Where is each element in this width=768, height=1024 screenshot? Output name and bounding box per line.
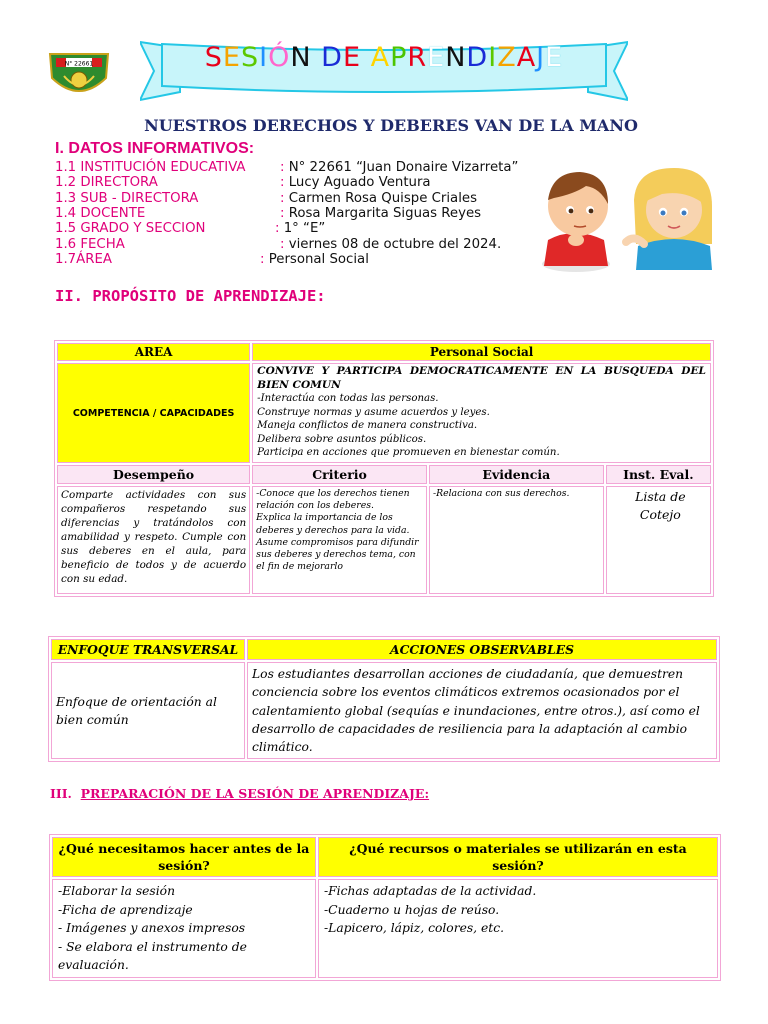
capacidad-item: Participa en acciones que promueven en bienestar común.: [257, 447, 560, 459]
info-label: 1.4 DOCENTE: [55, 205, 146, 221]
info-colon: :: [280, 236, 289, 252]
competencia-label: COMPETENCIA / CAPACIDADES: [57, 363, 250, 463]
criterio-list: [252, 486, 427, 594]
banner-letter: S: [240, 42, 260, 73]
info-colon: :: [275, 221, 284, 237]
prep-right-item: -Fichas adaptadas de la actividad.: [324, 884, 537, 898]
info-value: Rosa Margarita Siguas Reyes: [288, 205, 482, 221]
prep-left-item: - Se elabora el instrumento de evaluación.: [58, 939, 247, 973]
prep-header-left: ¿Qué necesitamos hacer antes de la sesión?: [52, 837, 316, 877]
banner-letter: N: [445, 42, 467, 73]
header-criterio: Criterio: [252, 465, 427, 484]
children-illustration: [534, 160, 724, 272]
prep-left-item: - Imágenes y anexos impresos: [58, 921, 246, 936]
capacidad-item: Delibera sobre asuntos públicos.: [257, 433, 427, 445]
info-value: Lucy Aguado Ventura: [288, 175, 431, 191]
header-desempeno: Desempeño: [57, 465, 250, 484]
info-row: [55, 252, 369, 267]
criterio-item: -Conoce que los derechos tienen relación con los deberes.: [256, 488, 410, 512]
banner-letter: Ó: [268, 42, 291, 73]
info-value: N° 22661 “Juan Donaire Vizarreta”: [288, 160, 519, 175]
banner-letter: P: [390, 42, 408, 73]
banner-letter: D: [466, 42, 489, 73]
prep-right-list: [318, 879, 718, 978]
info-label: 1.1 INSTITUCIÓN EDUCATIVA: [55, 160, 246, 175]
prep-header-right: ¿Qué recursos o materiales se utilizarán en esta sesión?: [318, 837, 718, 877]
info-value: Personal Social: [268, 251, 369, 267]
prep-right-item: -Lapicero, lápiz, colores, etc.: [324, 921, 505, 936]
info-row: [55, 221, 325, 236]
info-row: [55, 175, 431, 190]
banner-letter: R: [407, 42, 428, 73]
info-row: [55, 160, 518, 175]
section3-heading: [50, 786, 429, 801]
header-evidencia: Evidencia: [429, 465, 604, 484]
section3-number: III.: [50, 786, 72, 801]
info-colon: :: [280, 205, 289, 221]
banner-letter: S: [204, 42, 223, 73]
info-colon: :: [280, 175, 289, 191]
section1-heading: I. DATOS INFORMATIVOS:: [55, 140, 255, 157]
preparation-table: [49, 834, 721, 981]
info-label: 1.5 GRADO Y SECCION: [55, 221, 206, 237]
info-label: 1.7ÁREA: [55, 251, 112, 267]
banner-letter: [361, 42, 371, 73]
banner-letter: N: [290, 42, 312, 73]
enfoque-header: ENFOQUE TRANSVERSAL: [51, 639, 245, 660]
info-colon: :: [260, 251, 269, 267]
prep-left-item: -Elaborar la sesión: [58, 884, 175, 898]
area-value: Personal Social: [252, 343, 711, 361]
banner-letter: A: [370, 42, 391, 73]
section3-title: PREPARACIÓN DE LA SESIÓN DE APRENDIZAJE:: [80, 786, 430, 801]
logo-text: N° 22661: [64, 60, 94, 68]
purpose-table: [54, 340, 714, 597]
info-row: [55, 191, 477, 206]
banner-letter: Z: [497, 42, 517, 73]
instrumento-text: Lista de Cotejo: [606, 486, 711, 594]
acciones-header: ACCIONES OBSERVABLES: [247, 639, 717, 660]
info-value: Carmen Rosa Quispe Criales: [288, 190, 478, 206]
info-colon: :: [280, 160, 289, 175]
info-row: [55, 237, 501, 252]
banner-letter: J: [536, 42, 546, 73]
banner-letter: [312, 42, 322, 73]
info-value: 1° “E”: [283, 221, 326, 237]
banner-letter: I: [259, 42, 269, 73]
banner-letter: E: [545, 42, 564, 73]
school-logo-icon: [46, 48, 112, 100]
capacidad-item: -Interactúa con todas las personas.: [257, 393, 439, 404]
info-value: viernes 08 de octubre del 2024.: [288, 236, 502, 252]
evidencia-text: -Relaciona con sus derechos.: [429, 486, 604, 594]
banner-letter: E: [222, 42, 241, 73]
criterio-item: Explica la importancia de los deberes y derechos para la vida.: [256, 512, 410, 536]
banner-letter: A: [516, 42, 537, 73]
session-title: NUESTROS DERECHOS Y DEBERES VAN DE LA MANO: [144, 116, 638, 135]
area-label: AREA: [57, 343, 250, 361]
competencia-title: CONVIVE Y PARTICIPA DEMOCRATICAMENTE EN LA BUSQUEDA DEL BIEN COMUN: [257, 365, 706, 391]
session-banner-title: [150, 42, 618, 78]
criterio-item: Asume compromisos para difundir sus deberes y derechos tema, con el fin de mejorarlo: [256, 536, 419, 573]
prep-right-item: -Cuaderno u hojas de reúso.: [324, 902, 500, 917]
acciones-text: Los estudiantes desarrollan acciones de ciudadanía, que demuestren conciencia sobre los eventos climáticos extremos ocasionados por el calentamiento global (sequías e inundaciones, entre otros.), así como el desarrollo de capacidades de resiliencia para la adaptación al cambio climático.: [247, 662, 717, 759]
banner-letter: D: [321, 42, 343, 73]
desempeno-text: Comparte actividades con sus compañeros respetando sus diferencias y tratándolos con amabilidad y respeto. Cumple con sus deberes en el aula, para beneficio de todos y de acuerdo con su edad.: [57, 486, 250, 594]
info-row: [55, 206, 481, 221]
prep-left-item: -Ficha de aprendizaje: [58, 902, 193, 917]
info-colon: :: [280, 190, 289, 206]
enfoque-table: [48, 636, 720, 762]
banner-letter: E: [427, 42, 446, 73]
banner-letter: I: [488, 42, 498, 73]
section2-heading: II. PROPÓSITO DE APRENDIZAJE:: [55, 287, 326, 305]
info-label: 1.6 FECHA: [55, 236, 125, 252]
enfoque-text: Enfoque de orientación al bien común: [51, 662, 245, 759]
capacidad-item: Construye normas y asume acuerdos y leyes.: [257, 406, 490, 418]
header-inst-eval: Inst. Eval.: [606, 465, 711, 484]
info-label: 1.2 DIRECTORA: [55, 175, 158, 191]
prep-left-list: [52, 879, 316, 978]
capacidades-list: [257, 392, 706, 460]
banner-letter: E: [342, 42, 362, 73]
capacidad-item: Maneja conflictos de manera constructiva.: [257, 420, 478, 432]
info-label: 1.3 SUB - DIRECTORA: [55, 190, 199, 206]
